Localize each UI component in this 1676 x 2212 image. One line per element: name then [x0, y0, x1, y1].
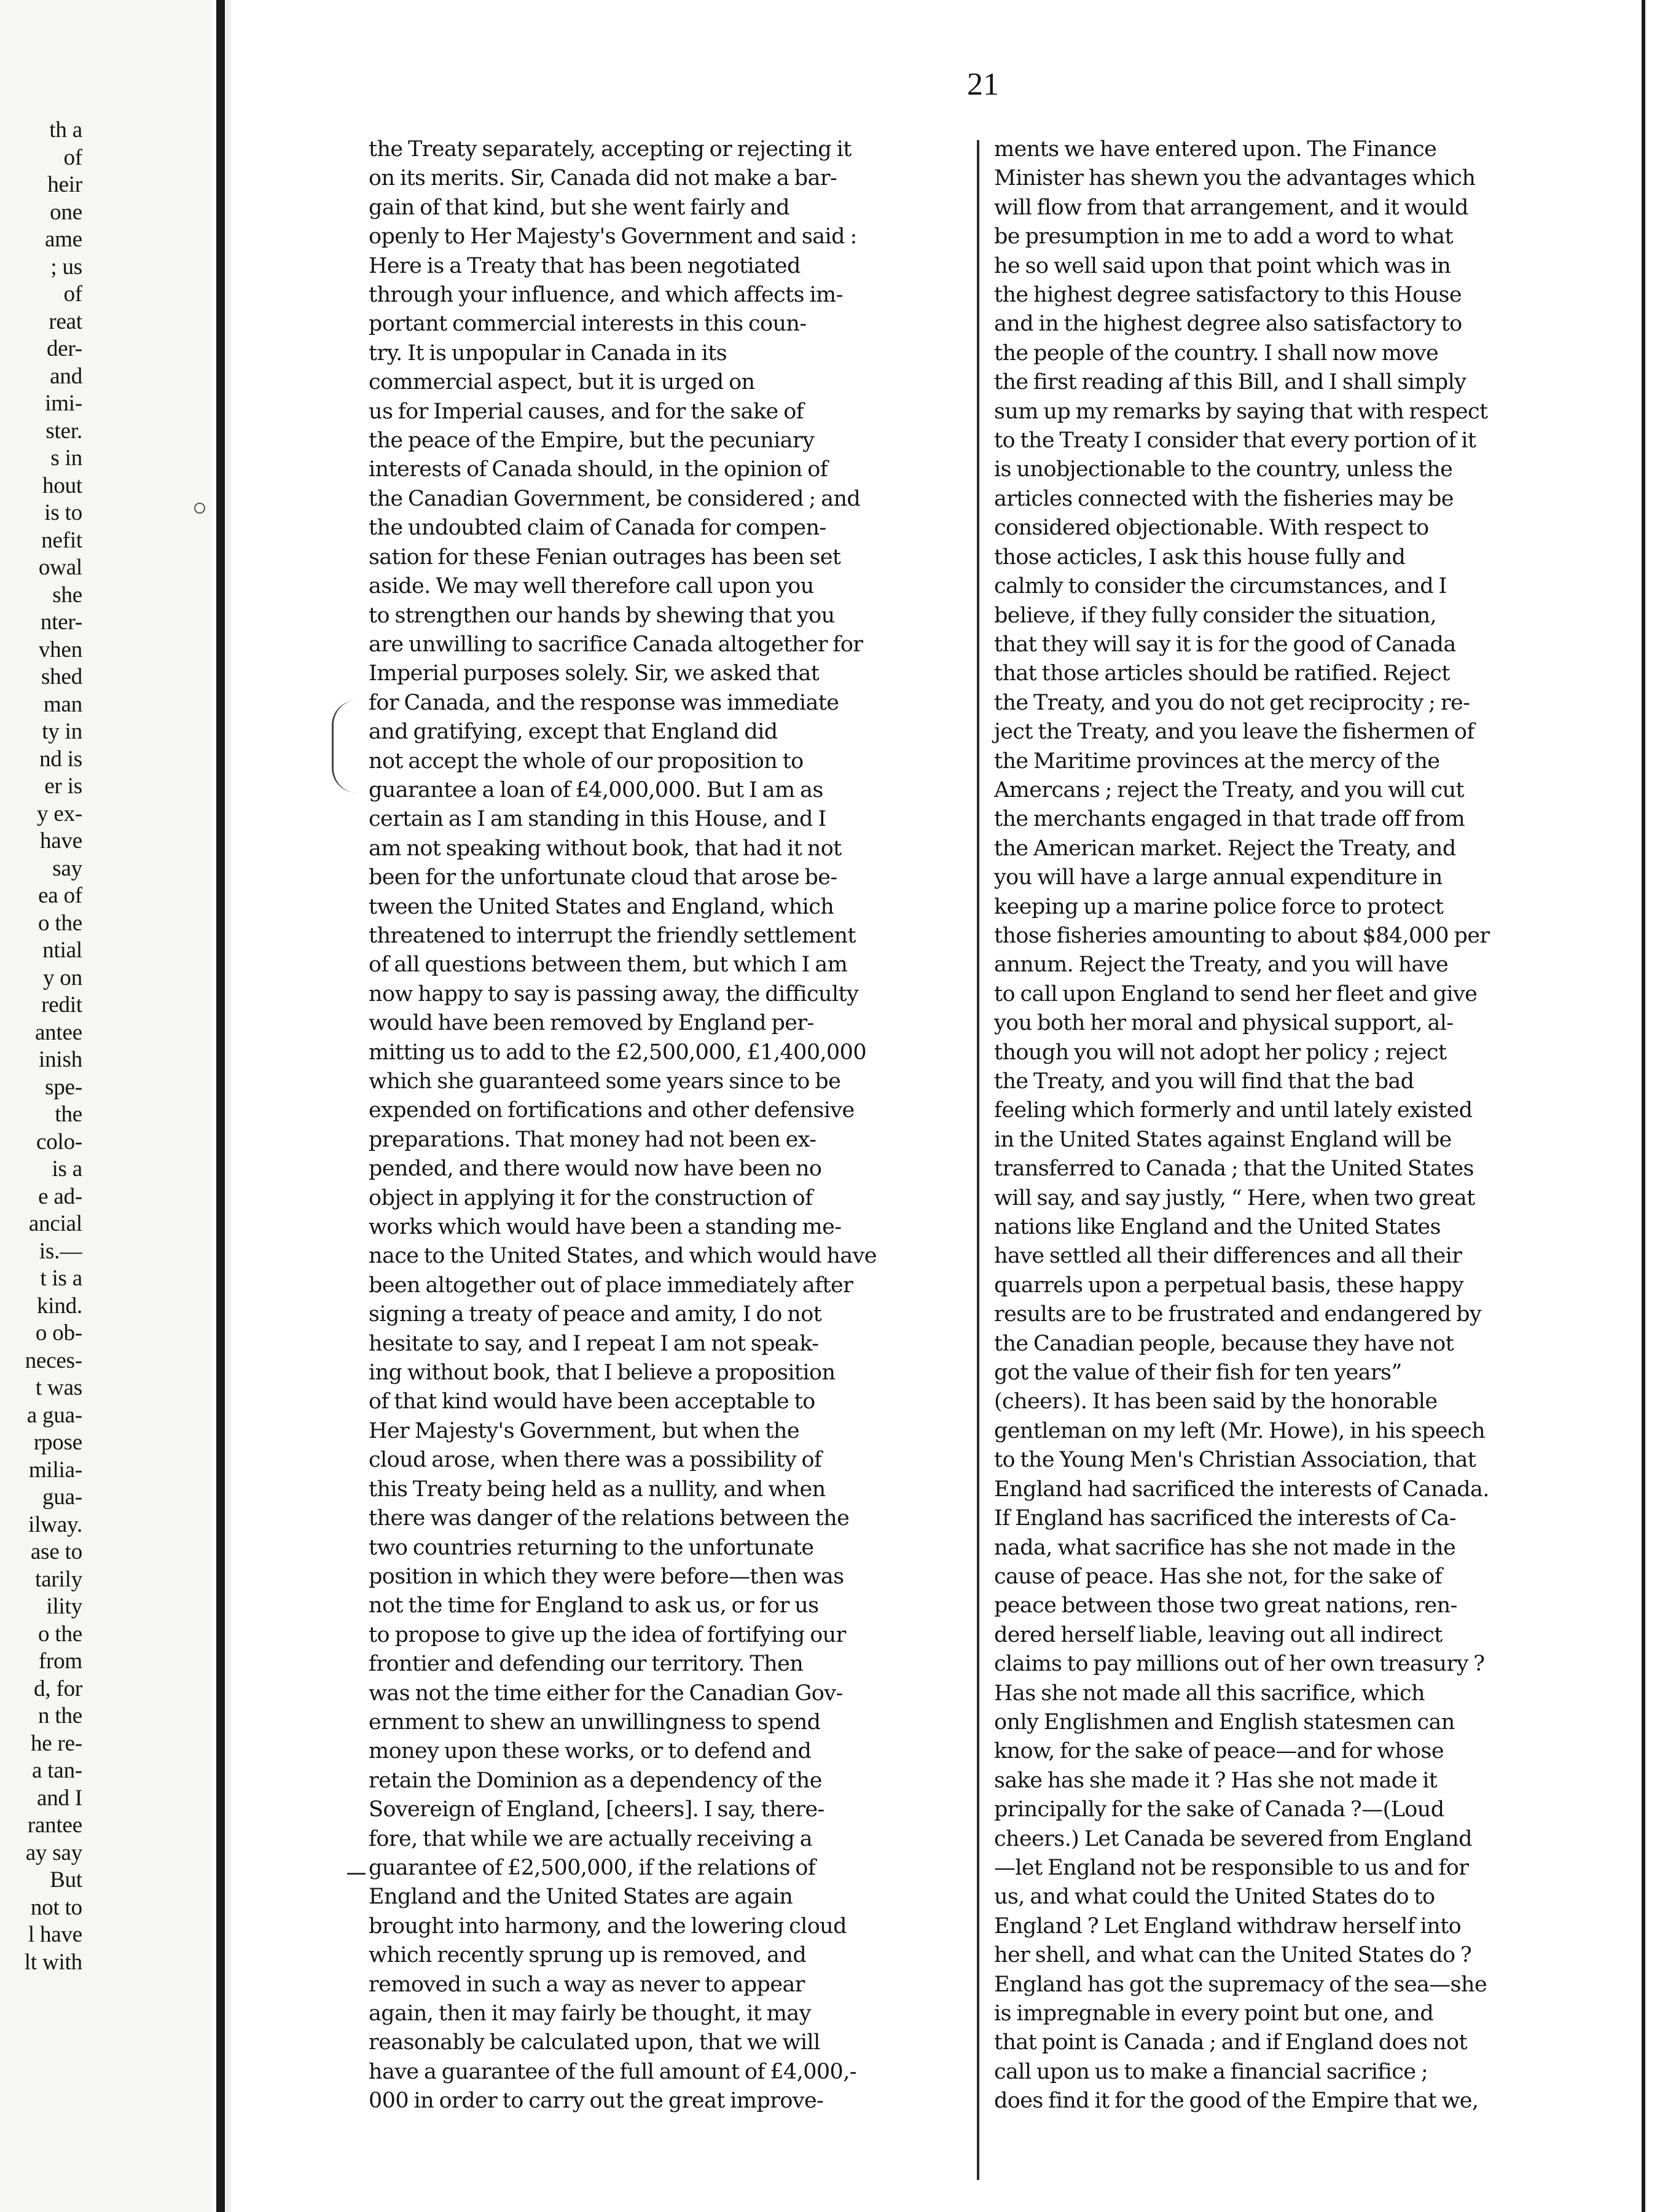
- text-line: fore, that while we are actually receiving a: [369, 1826, 813, 1851]
- text-line: got the value of their fish for ten years”: [994, 1360, 1402, 1386]
- fragment-line: ilway.: [28, 1512, 82, 1537]
- text-line: those acticles, I ask this house fully and: [994, 544, 1406, 570]
- text-line: the Canadian people, because they have not: [994, 1331, 1454, 1356]
- text-line: to strengthen our hands by shewing that you: [369, 603, 835, 628]
- text-line: commercial aspect, but it is urged on: [369, 370, 755, 395]
- text-line: guarantee a loan of £4,000,000. But I am as: [369, 777, 823, 802]
- fragment-line: ty in: [42, 719, 82, 744]
- column-divider: [977, 140, 979, 2180]
- text-line: openly to Her Majesty's Government and said :: [369, 224, 857, 249]
- text-line: pended, and there would now have been no: [369, 1156, 822, 1182]
- text-line: and in the highest degree also satisfactory to: [994, 312, 1462, 337]
- text-line: to call upon England to send her fleet and give: [994, 981, 1478, 1006]
- text-line: dered herself liable, leaving out all indirect: [994, 1622, 1443, 1647]
- text-line: is unobjectionable to the country, unless the: [994, 457, 1453, 482]
- text-line: gain of that kind, but she went fairly and: [369, 195, 789, 220]
- text-line: not accept the whole of our proposition to: [369, 748, 804, 774]
- fragment-line: e ad-: [38, 1183, 82, 1209]
- fragment-line: redit: [41, 992, 82, 1018]
- text-line: gentleman on my left (Mr. Howe), in his speech: [994, 1418, 1486, 1443]
- text-line: quarrels upon a perpetual basis, these happy: [994, 1273, 1464, 1298]
- fragment-line: nd is: [39, 746, 82, 772]
- fragment-line: t was: [35, 1375, 82, 1400]
- fragment-line: tarily: [35, 1566, 82, 1592]
- text-line: Minister has shewn you the advantages which: [994, 166, 1476, 191]
- text-line: ing without book, that I believe a proposition: [369, 1360, 836, 1386]
- text-line: Has she not made all this sacrifice, which: [994, 1681, 1425, 1706]
- text-line: try. It is unpopular in Canada in its: [369, 340, 727, 366]
- text-line: —let England not be responsible to us and for: [994, 1855, 1469, 1880]
- text-line: (cheers). It has been said by the honorable: [994, 1389, 1438, 1414]
- text-line: sum up my remarks by saying that with respect: [994, 399, 1488, 424]
- text-line: be presumption in me to add a word to what: [994, 224, 1453, 249]
- text-line: ject the Treaty, and you leave the fishermen of: [994, 720, 1474, 745]
- text-line: the Maritime provinces at the mercy of the: [994, 748, 1440, 774]
- text-line: Here is a Treaty that has been negotiated: [369, 253, 801, 278]
- text-line: principally for the sake of Canada ?—(Loud: [994, 1797, 1444, 1822]
- text-line: retain the Dominion as a dependency of the: [369, 1768, 822, 1793]
- text-line: articles connected with the fisheries may be: [994, 486, 1454, 511]
- text-line: aside. We may well therefore call upon you: [369, 574, 814, 599]
- text-line: will say, and say justly, “ Here, when two great: [994, 1185, 1475, 1210]
- text-line: which recently sprung up is removed, and: [369, 1943, 807, 1968]
- text-line: you will have a large annual expenditure in: [994, 865, 1443, 890]
- text-line: have settled all their differences and all their: [994, 1244, 1462, 1269]
- fragment-line: antee: [34, 1019, 82, 1045]
- text-line: he so well said upon that point which was in: [994, 253, 1451, 278]
- margin-dash-mark: [347, 1873, 366, 1875]
- fragment-line: she: [52, 582, 82, 608]
- text-line: the Treaty, and you do not get reciprocity ; re-: [994, 690, 1470, 715]
- fragment-line: and I: [37, 1785, 82, 1811]
- text-line: nace to the United States, and which would have: [369, 1244, 877, 1269]
- text-line: brought into harmony, and the lowering cloud: [369, 1913, 847, 1939]
- fragment-line: man: [43, 691, 82, 717]
- fragment-line: not to: [30, 1894, 82, 1920]
- text-line: If England has sacrificed the interests of Ca-: [994, 1506, 1456, 1531]
- text-line: those fisheries amounting to about $84,000 per: [994, 923, 1490, 948]
- text-line: that point is Canada ; and if England does not: [994, 2030, 1467, 2055]
- text-line: threatened to interrupt the friendly settlement: [369, 923, 856, 948]
- fragment-line: of: [63, 281, 82, 307]
- text-line: portant commercial interests in this coun-: [369, 312, 807, 337]
- text-column-left: [369, 135, 958, 2116]
- fragment-line: o ob-: [35, 1320, 82, 1346]
- text-line: money upon these works, or to defend and: [369, 1739, 812, 1764]
- text-line: been for the unfortunate cloud that arose be-: [369, 865, 837, 890]
- text-line: cheers.) Let Canada be severed from England: [994, 1826, 1472, 1851]
- text-line: preparations. That money had not been ex-: [369, 1127, 816, 1152]
- fragment-line: say: [52, 855, 82, 881]
- text-line: does find it for the good of the Empire that we,: [994, 2088, 1479, 2114]
- text-line: the Treaty, and you will find that the bad: [994, 1069, 1414, 1094]
- text-line: object in applying it for the construction of: [369, 1185, 813, 1210]
- text-line: not the time for England to ask us, or for us: [369, 1593, 819, 1618]
- fragment-line: of: [63, 144, 82, 170]
- text-line: the Canadian Government, be considered ; and: [369, 486, 861, 511]
- text-line: nada, what sacrifice has she not made in the: [994, 1535, 1456, 1560]
- text-line: Her Majesty's Government, but when the: [369, 1418, 799, 1443]
- text-line: will flow from that arrangement, and it would: [994, 195, 1468, 220]
- text-line: claims to pay millions out of her own treasury ?: [994, 1652, 1485, 1677]
- text-line: you both her moral and physical support, al-: [994, 1011, 1454, 1036]
- fragment-line: he re-: [30, 1730, 82, 1756]
- fragment-line: lt with: [24, 1949, 82, 1975]
- text-line: the Treaty separately, accepting or rejecting it: [369, 137, 852, 162]
- fragment-line: reat: [49, 308, 82, 334]
- text-line: interests of Canada should, in the opinion of: [369, 457, 828, 482]
- text-line: to propose to give up the idea of fortifying our: [369, 1622, 846, 1647]
- fragment-line: ay say: [25, 1840, 82, 1865]
- text-line: Imperial purposes solely. Sir, we asked that: [369, 661, 820, 686]
- fragment-line: nefit: [41, 527, 82, 553]
- text-line: nations like England and the United States: [994, 1215, 1441, 1240]
- text-line: feeling which formerly and until lately existed: [994, 1098, 1473, 1123]
- fragment-line: ; us: [50, 254, 82, 280]
- text-line: expended on fortifications and other defensive: [369, 1098, 855, 1123]
- text-line: calmly to consider the circumstances, and I: [994, 574, 1447, 599]
- margin-mark: [194, 503, 205, 514]
- text-line: the people of the country. I shall now move: [994, 340, 1439, 366]
- text-line: ments we have entered upon. The Finance: [994, 137, 1437, 162]
- fragment-line: ame: [44, 227, 82, 252]
- text-line: the undoubted claim of Canada for compen-: [369, 516, 826, 541]
- page-spine-shadow: [216, 0, 225, 2212]
- text-line: two countries returning to the unfortunate: [369, 1535, 814, 1560]
- text-line: the American market. Reject the Treaty, and: [994, 836, 1456, 861]
- text-line: cloud arose, when there was a possibility of: [369, 1448, 822, 1473]
- text-line: England has got the supremacy of the sea—she: [994, 1972, 1487, 1997]
- text-line: the first reading af this Bill, and I shall simply: [994, 370, 1466, 395]
- fragment-line: y ex-: [37, 801, 82, 826]
- text-line: the highest degree satisfactory to this House: [994, 283, 1462, 308]
- fragment-line: ility: [46, 1594, 82, 1619]
- fragment-line: one: [50, 199, 82, 225]
- fragment-line: and: [50, 363, 82, 389]
- fragment-line: l have: [28, 1922, 82, 1947]
- text-line: England and the United States are again: [369, 1885, 793, 1910]
- text-line: England ? Let England withdraw herself into: [994, 1913, 1462, 1939]
- text-line: there was danger of the relations between the: [369, 1506, 850, 1531]
- text-line: removed in such a way as never to appear: [369, 1972, 805, 1997]
- fragment-line: o the: [38, 1621, 82, 1647]
- text-line: know, for the sake of peace—and for whose: [994, 1739, 1444, 1764]
- text-line: transferred to Canada ; that the United States: [994, 1156, 1474, 1182]
- text-line: that they will say it is for the good of Canada: [994, 632, 1456, 657]
- text-line: sation for these Fenian outrages has been set: [369, 544, 841, 570]
- text-line: of that kind would have been acceptable to: [369, 1389, 815, 1414]
- text-line: on its merits. Sir, Canada did not make a bar-: [369, 166, 837, 191]
- text-line: call upon us to make a financial sacrifice ;: [994, 2059, 1428, 2084]
- text-line: keeping up a marine police force to protect: [994, 894, 1444, 919]
- text-line: 000 in order to carry out the great improve-: [369, 2088, 824, 2114]
- text-line: are unwilling to sacrifice Canada altogether for: [369, 632, 863, 657]
- text-line: frontier and defending our territory. Then: [369, 1652, 804, 1677]
- text-line: annum. Reject the Treaty, and you will have: [994, 952, 1449, 978]
- fragment-line: imi-: [45, 391, 82, 416]
- fragment-line: But: [50, 1867, 82, 1892]
- text-line: us, and what could the United States do to: [994, 1885, 1435, 1910]
- text-line: though you will not adopt her policy ; reject: [994, 1040, 1447, 1065]
- text-line: guarantee of £2,500,000, if the relations of: [369, 1855, 816, 1880]
- text-line: reasonably be calculated upon, that we will: [369, 2030, 820, 2055]
- fragment-line: rantee: [27, 1813, 82, 1838]
- text-line: only Englishmen and English statesmen can: [994, 1709, 1455, 1735]
- margin-bracket-mark: [332, 700, 358, 793]
- facing-page-text-fragments: [0, 117, 82, 1976]
- text-line: hesitate to say, and I repeat I am not speak-: [369, 1331, 819, 1356]
- fragment-line: hout: [42, 473, 82, 498]
- text-line: have a guarantee of the full amount of £4,000,-: [369, 2059, 856, 2084]
- fragment-line: n the: [38, 1703, 82, 1728]
- fragment-line: is a: [52, 1156, 82, 1182]
- fragment-line: t is a: [40, 1266, 82, 1291]
- fragment-line: the: [55, 1102, 82, 1127]
- fragment-line: gua-: [42, 1484, 82, 1510]
- fragment-line: heir: [47, 172, 82, 197]
- fragment-line: y on: [43, 965, 82, 990]
- text-line: her shell, and what can the United States do ?: [994, 1943, 1472, 1968]
- text-line: that those articles should be ratified. Reject: [994, 661, 1450, 686]
- text-line: is impregnable in every point but one, and: [994, 2001, 1434, 2026]
- fragment-line: neces-: [25, 1347, 82, 1373]
- fragment-line: rpose: [33, 1430, 82, 1455]
- text-line: us for Imperial causes, and for the sake of: [369, 399, 804, 424]
- text-line: cause of peace. Has she not, for the sake of: [994, 1564, 1443, 1589]
- fragment-line: ntial: [42, 938, 82, 963]
- text-line: results are to be frustrated and endangered by: [994, 1302, 1482, 1327]
- text-line: which she guaranteed some years since to be: [369, 1069, 841, 1094]
- text-line: in the United States against England will be: [994, 1127, 1452, 1152]
- page-gutter: [225, 0, 231, 2212]
- text-line: peace between those two great nations, ren-: [994, 1593, 1457, 1618]
- text-line: to the Young Men's Christian Association, that: [994, 1448, 1476, 1473]
- text-line: this Treaty being held as a nullity, and when: [369, 1477, 826, 1502]
- fragment-line: from: [38, 1649, 82, 1674]
- text-line: considered objectionable. With respect to: [994, 516, 1429, 541]
- fragment-line: o the: [38, 910, 82, 936]
- fragment-line: th a: [49, 117, 82, 143]
- text-line: mitting us to add to the £2,500,000, £1,400,000: [369, 1040, 867, 1065]
- page-right-edge: [1642, 0, 1676, 2212]
- text-line: and gratifying, except that England did: [369, 720, 778, 745]
- text-line: position in which they were before—then was: [369, 1564, 844, 1589]
- text-line: to the Treaty I consider that every portion of it: [994, 428, 1476, 453]
- text-line: works which would have been a standing me-: [369, 1215, 842, 1240]
- fragment-line: s in: [50, 445, 82, 471]
- fragment-line: nter-: [40, 610, 82, 635]
- page-number: 21: [967, 67, 999, 102]
- text-line: of all questions between them, but which I am: [369, 952, 848, 978]
- text-line: certain as I am standing in this House, and I: [369, 807, 826, 832]
- text-line: tween the United States and England, which: [369, 894, 834, 919]
- text-line: been altogether out of place immediately after: [369, 1273, 853, 1298]
- text-line: again, then it may fairly be thought, it may: [369, 2001, 811, 2026]
- fragment-line: ea of: [38, 883, 82, 908]
- fragment-line: a tan-: [32, 1758, 82, 1783]
- text-line: would have been removed by England per-: [369, 1011, 814, 1036]
- fragment-line: der-: [46, 336, 82, 361]
- text-line: England had sacrificed the interests of Canada.: [994, 1477, 1489, 1502]
- text-line: Sovereign of England, [cheers]. I say, there-: [369, 1797, 824, 1822]
- fragment-line: milia-: [28, 1457, 82, 1483]
- text-line: was not the time either for the Canadian Gov-: [369, 1681, 843, 1706]
- fragment-line: is.—: [39, 1238, 82, 1264]
- text-line: believe, if they fully consider the situation,: [994, 603, 1437, 628]
- text-line: the peace of the Empire, but the pecuniary: [369, 428, 815, 453]
- fragment-line: ster.: [45, 418, 82, 444]
- text-line: for Canada, and the response was immediate: [369, 690, 839, 715]
- text-column-right: [994, 135, 1584, 2116]
- fragment-line: d, for: [34, 1676, 82, 1701]
- text-line: now happy to say is passing away, the difficulty: [369, 981, 859, 1006]
- text-line: signing a treaty of peace and amity, I do not: [369, 1302, 822, 1327]
- fragment-line: er is: [44, 774, 82, 799]
- fragment-line: inish: [39, 1047, 82, 1072]
- fragment-line: ancial: [28, 1211, 82, 1236]
- text-line: am not speaking without book, that had it not: [369, 836, 842, 861]
- text-line: ernment to shew an unwillingness to spend: [369, 1709, 821, 1735]
- fragment-line: have: [39, 828, 82, 853]
- fragment-line: kind.: [36, 1293, 82, 1319]
- fragment-line: is to: [44, 500, 82, 525]
- fragment-line: ase to: [30, 1539, 82, 1564]
- text-line: sake has she made it ? Has she not made it: [994, 1768, 1438, 1793]
- fragment-line: colo-: [36, 1129, 82, 1155]
- text-line: Amercans ; reject the Treaty, and you will cut: [994, 777, 1464, 802]
- fragment-line: shed: [41, 664, 82, 689]
- fragment-line: spe-: [45, 1074, 82, 1100]
- fragment-line: owal: [38, 555, 82, 580]
- text-line: the merchants engaged in that trade off from: [994, 807, 1465, 832]
- fragment-line: vhen: [38, 637, 82, 662]
- fragment-line: a gua-: [26, 1402, 82, 1428]
- text-line: through your influence, and which affects im-: [369, 283, 843, 308]
